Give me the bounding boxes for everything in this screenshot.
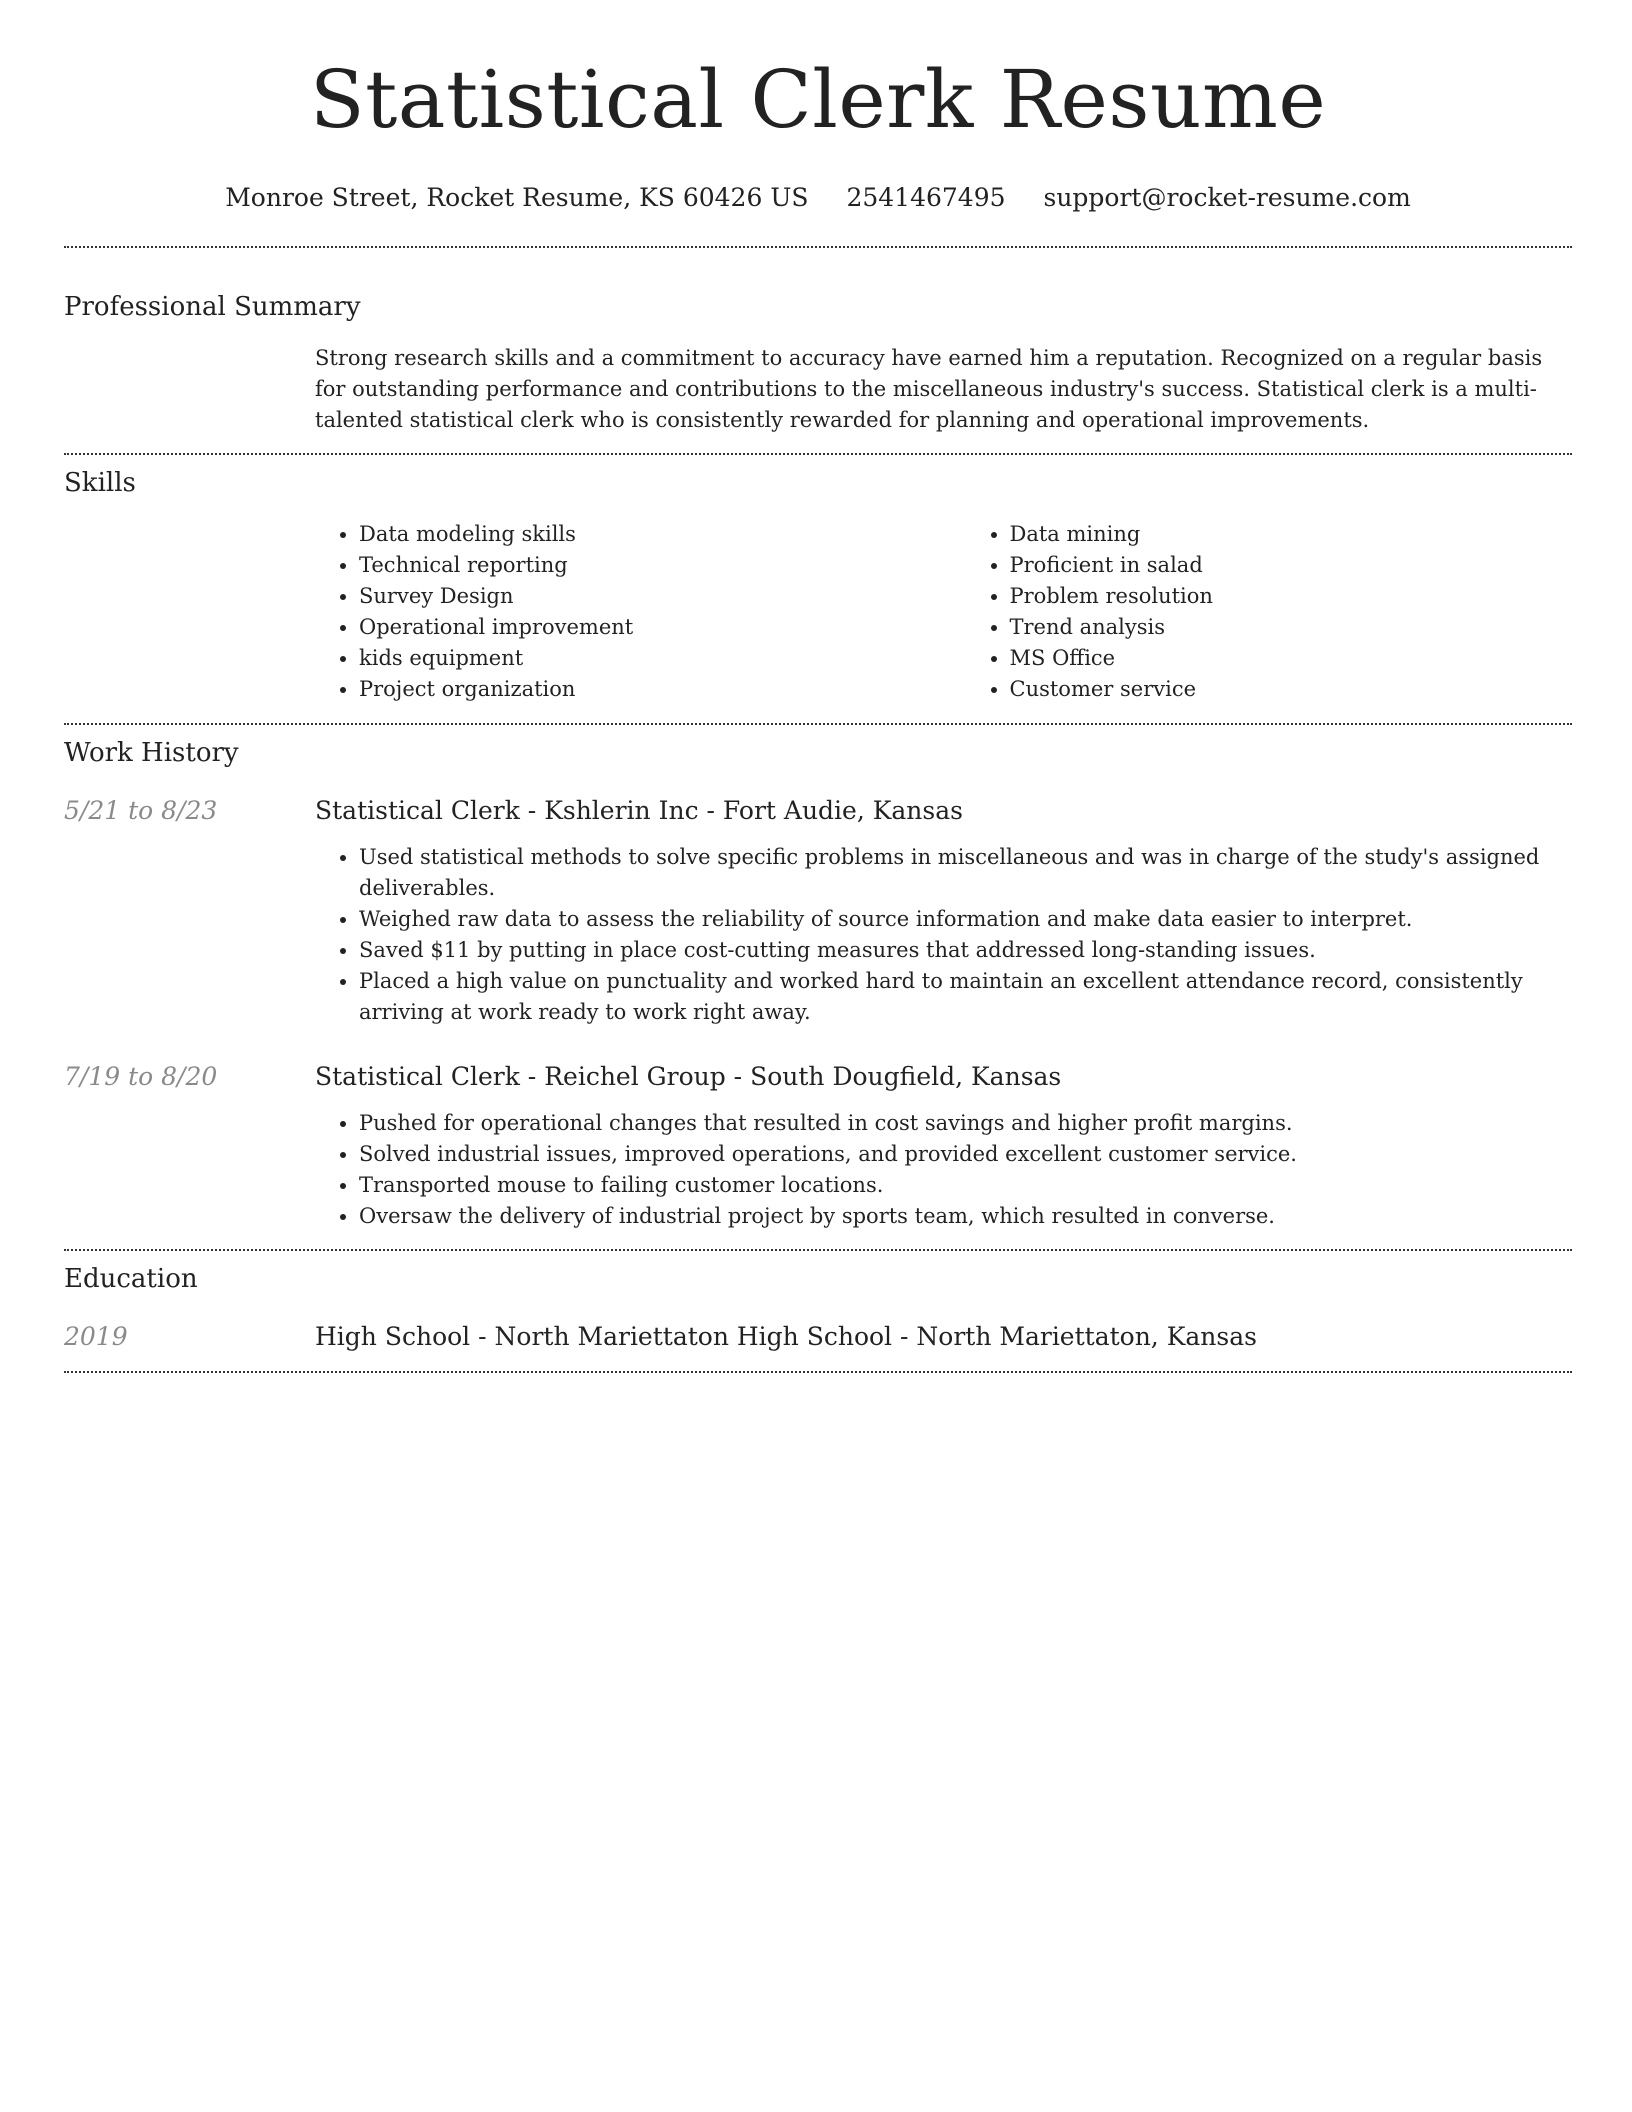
job-bullet: • Used statistical methods to solve specific problems in miscellaneous and was in charge of the study's assigned deliverables. [359, 842, 1572, 904]
summary-body [315, 343, 1572, 436]
work-history-section [64, 740, 1572, 1232]
skill-item: • MS Office [1010, 643, 1573, 674]
job-title: Statistical Clerk - Reichel Group - South Dougfield, Kansas [315, 1062, 1062, 1091]
skill-item: • Operational improvement [359, 612, 922, 643]
resume-page [64, 0, 1572, 1373]
education-heading: Education [64, 1264, 198, 1294]
education-entry [64, 1322, 1572, 1352]
skills-columns [315, 519, 1572, 705]
resume-title: Statistical Clerk Resume [309, 53, 1327, 146]
skill-item: • Data modeling skills [359, 519, 922, 550]
job-bullets [315, 1108, 1572, 1232]
summary-text: Strong research skills and a commitment to accuracy have earned him a reputation. Recognized on a regular basis for outstanding performance and contributions to the miscellaneous industry's success. Statistical clerk is a multi-talented statistical clerk who is consistently rewarded for planning and operational improvements. [315, 346, 1543, 432]
skill-item: • Data mining [1010, 519, 1573, 550]
job-bullet: • Oversaw the delivery of industrial project by sports team, which resulted in converse. [359, 1201, 1572, 1232]
job-title: Statistical Clerk - Kshlerin Inc - Fort Audie, Kansas [315, 796, 963, 825]
divider [64, 1249, 1572, 1251]
job-bullet: • Placed a high value on punctuality and worked hard to maintain an excellent attendance record, consistently arriving at work ready to work right away. [359, 966, 1572, 1028]
skill-item: • kids equipment [359, 643, 922, 674]
skill-item: • Project organization [359, 674, 922, 705]
skill-item: • Problem resolution [1010, 581, 1573, 612]
skill-item: • Customer service [1010, 674, 1573, 705]
job-bullet: • Transported mouse to failing customer locations. [359, 1170, 1572, 1201]
summary-section [64, 294, 1572, 436]
divider [64, 723, 1572, 725]
job-bullet: • Solved industrial issues, improved operations, and provided excellent customer service. [359, 1139, 1572, 1170]
job-bullet: • Weighed raw data to assess the reliability of source information and make data easier to interpret. [359, 904, 1572, 935]
skills-heading: Skills [64, 468, 136, 498]
skills-list-left [315, 519, 922, 705]
contact-phone: 2541467495 [846, 183, 1006, 212]
skill-item: • Trend analysis [1010, 612, 1573, 643]
skill-item: • Proficient in salad [1010, 550, 1573, 581]
contact-line [64, 185, 1572, 210]
skill-item: • Survey Design [359, 581, 922, 612]
work-history-heading: Work History [64, 738, 239, 768]
divider [64, 246, 1572, 248]
education-section [64, 1266, 1572, 1352]
education-year: 2019 [64, 1322, 128, 1351]
summary-heading: Professional Summary [64, 292, 361, 322]
job-entry [64, 1062, 1572, 1232]
divider [64, 1371, 1572, 1373]
divider [64, 453, 1572, 455]
education-detail: High School - North Mariettaton High School - North Mariettaton, Kansas [315, 1322, 1257, 1351]
skills-section [64, 470, 1572, 705]
job-dates: 5/21 to 8/23 [64, 796, 218, 825]
job-bullets [315, 842, 1572, 1028]
contact-email: support@rocket-resume.com [1043, 183, 1411, 212]
job-bullet: • Saved $11 by putting in place cost-cutting measures that addressed long-standing issues. [359, 935, 1572, 966]
job-entry [64, 796, 1572, 1028]
job-bullet: • Pushed for operational changes that resulted in cost savings and higher profit margins. [359, 1108, 1572, 1139]
skill-item: • Technical reporting [359, 550, 922, 581]
contact-address: Monroe Street, Rocket Resume, KS 60426 US [225, 183, 809, 212]
skills-list-right [966, 519, 1573, 705]
job-dates: 7/19 to 8/20 [64, 1062, 218, 1091]
